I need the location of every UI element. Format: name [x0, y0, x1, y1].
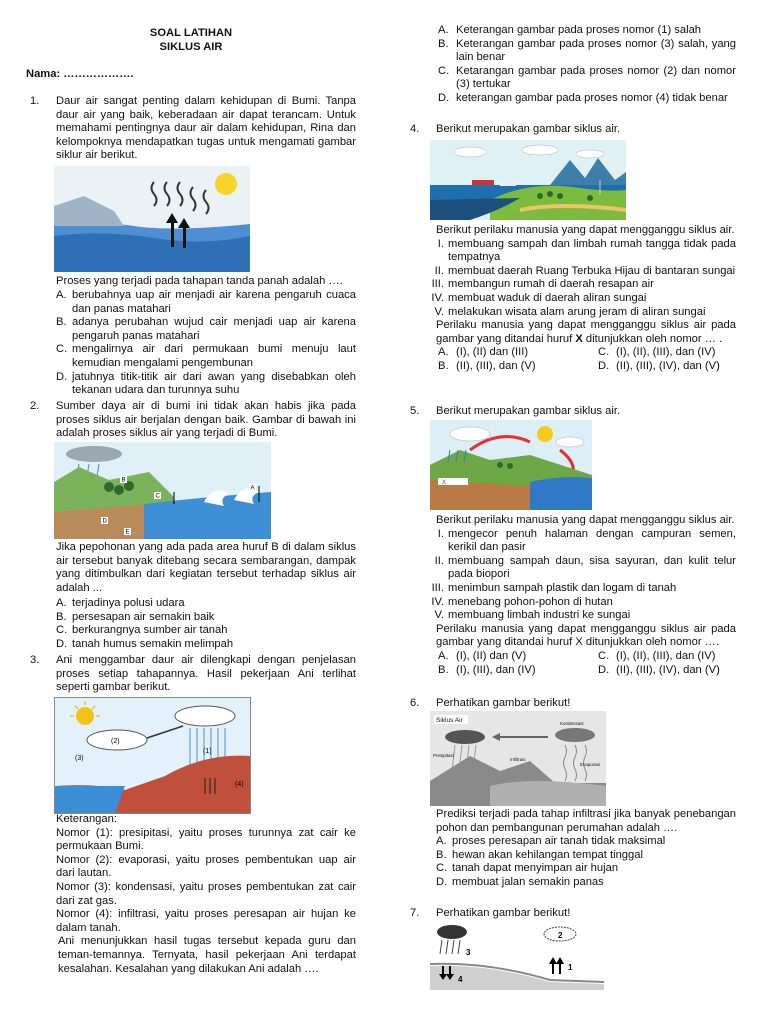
option-letter: B. — [436, 848, 447, 861]
option-a[interactable] — [436, 835, 736, 849]
option-letter: A. — [436, 835, 447, 848]
question-3-keterangan — [26, 813, 356, 976]
statement-iv — [430, 292, 736, 306]
option-text: (II), (III), dan (V) — [456, 359, 536, 372]
question-text: Perhatikan gambar berikut! — [436, 907, 571, 919]
question-number: 2. — [30, 400, 40, 412]
option-letter: C. — [56, 624, 68, 637]
roman-numeral: IV. — [431, 291, 444, 304]
option-text: Ketarangan gambar pada proses nomor (2) dan nomor (3) tertukar — [456, 64, 736, 91]
option-b[interactable] — [436, 360, 596, 374]
fig-label-3: (3) — [75, 755, 84, 762]
roman-numeral: I. — [437, 237, 444, 250]
question-text: Daur air sangat penting dalam kehidupan di Bumi. Tanpa daur air yang baik, keberadaan air dapat terancam. Untuk memahami pentingnya daur air dalam kehidupan, Rina dan kelompoknya mendapatkan tugas untuk mengamati gambar siklur air berikut. — [56, 95, 356, 162]
statement-v — [430, 306, 736, 320]
option-text: (I), (II) dan (III) — [456, 346, 529, 359]
question-2-options — [26, 597, 356, 651]
question-5-body — [406, 514, 736, 677]
option-letter: A. — [438, 24, 449, 36]
roman-numeral: IV. — [431, 595, 444, 608]
option-letter: A. — [438, 346, 449, 359]
fig-label-4: (4) — [235, 781, 244, 788]
option-text: terjadinya polusi udara — [72, 597, 185, 609]
keterangan-3: Nomor (3): kondensasi, yaitu proses pembentukan zat cair dari zat gas. — [56, 880, 356, 907]
option-b[interactable] — [436, 38, 736, 65]
question-prompt: Proses yang terjadi pada tahapan tanda panah adalah …. — [56, 275, 343, 287]
question-number: 6. — [410, 697, 420, 709]
question-1-prompt — [26, 275, 356, 289]
option-text: proses peresapan air tanah tidak maksimal — [452, 835, 666, 848]
fig-label-evaporasi: Evaporasi — [580, 762, 601, 767]
option-letter: C. — [436, 862, 448, 875]
option-b[interactable] — [436, 664, 596, 678]
statement-i — [430, 528, 736, 555]
figure-siklus-air-grey — [430, 711, 606, 806]
option-letter: B. — [56, 610, 67, 623]
option-b[interactable] — [56, 316, 356, 343]
option-text: Keterangan gambar pada proses nomor (3) salah, yang lain benar — [456, 37, 736, 64]
fig-label-c: C — [155, 493, 160, 500]
fig-label-presipitasi: Presipitasi — [433, 753, 454, 758]
prompt-post: ditunjukkan oleh nomor … . — [582, 332, 723, 345]
roman-numeral: III. — [431, 581, 444, 594]
option-text: berkurangnya sumber air tanah — [72, 624, 228, 637]
option-c[interactable] — [436, 862, 736, 876]
option-letter: D. — [438, 91, 450, 104]
statement-iii — [430, 582, 736, 596]
option-text: (I), (II), (III), dan (IV) — [616, 649, 716, 662]
question-intro: Berikut perilaku manusia yang dapat mengganggu siklus air. — [436, 514, 735, 526]
question-text: Berikut merupakan gambar siklus air. — [436, 405, 621, 417]
option-letter: D. — [598, 663, 610, 676]
roman-numeral: V. — [434, 609, 444, 622]
question-5 — [406, 405, 736, 419]
statement-text: membuang sampah daun, sisa sayuran, dan kulit telur pada biopori — [448, 554, 736, 581]
option-text: Keterangan gambar pada proses nomor (1) salah — [456, 24, 702, 36]
option-text: (I), (II), (III), dan (IV) — [616, 346, 716, 359]
option-text: (II), (III), (IV), dan (V) — [616, 663, 720, 676]
prompt-x: X — [575, 332, 583, 345]
option-d[interactable] — [436, 92, 736, 106]
question-4-body — [406, 224, 736, 374]
option-b[interactable] — [56, 611, 356, 625]
figure-water-cycle-abcde — [54, 442, 271, 539]
question-6 — [406, 697, 736, 711]
statement-text: membuang limbah industri ke sungai — [448, 609, 631, 622]
option-text: tanah dapat menyimpan air hujan — [452, 862, 619, 875]
option-letter: B. — [56, 316, 67, 329]
statement-text: membangun rumah di daerah resapan air — [448, 278, 654, 291]
statement-text: mengecor penuh halaman dengan campuran semen, kerikil dan pasir — [448, 527, 736, 554]
question-6-body — [406, 808, 736, 890]
option-c[interactable] — [596, 650, 746, 664]
option-letter: C. — [598, 649, 610, 662]
question-text: Sumber daya air di bumi ini tidak akan habis jika pada proses siklus air berjalan dengan baik. Gambar di bawah ini adalah proses siklus air yang terjadi di Bumi. — [56, 400, 356, 440]
statement-text: menebang pohon-pohon di hutan — [448, 595, 613, 608]
statement-i — [430, 238, 736, 265]
option-d[interactable] — [56, 638, 356, 652]
statement-text: membuat daerah Ruang Terbuka Hijau di bantaran sungai — [448, 264, 736, 277]
option-c[interactable] — [436, 65, 736, 92]
statement-iii — [430, 278, 736, 292]
keterangan-1: Nomor (1): presipitasi, yaitu proses turunnya zat cair ke permukaan Bumi. — [56, 826, 356, 853]
option-letter: D. — [436, 875, 448, 888]
question-number: 1. — [30, 95, 40, 107]
option-letter: C. — [438, 64, 450, 77]
fig-label-2: 2 — [558, 931, 563, 940]
statement-ii — [430, 555, 736, 582]
option-text: keterangan gambar pada proses nomor (4) tidak benar — [456, 91, 728, 104]
option-text: tanah humus semakin melimpah — [72, 637, 234, 650]
question-number: 7. — [410, 907, 420, 919]
roman-numeral: III. — [431, 278, 444, 291]
roman-numeral: II. — [434, 264, 444, 277]
option-letter: B. — [438, 359, 449, 372]
question-text: Perhatikan gambar berikut! — [436, 697, 571, 709]
fig-label-4: 4 — [458, 975, 463, 984]
figure-ani-drawing — [54, 697, 251, 814]
option-text: hewan akan kehilangan tempat tinggal — [452, 848, 643, 861]
question-3 — [26, 654, 356, 695]
question-4 — [406, 123, 736, 137]
keterangan-4: Nomor (4): infiltrasi, yaitu proses peresapan air hujan ke dalam tanah. — [56, 908, 356, 934]
option-letter: B. — [438, 37, 449, 50]
question-2 — [26, 400, 356, 441]
option-text: (II), (III), (IV), dan (V) — [616, 359, 720, 372]
question-1-options — [26, 289, 356, 398]
option-letter: D. — [56, 370, 68, 383]
figure-water-cycle-landscape — [430, 140, 626, 220]
option-letter: D. — [56, 637, 68, 650]
statement-text: membuang sampah dan limbah rumah tangga tidak pada tempatnya — [448, 237, 736, 264]
statement-text: membuat waduk di daerah aliran sungai — [448, 291, 647, 304]
question-number: 5. — [410, 405, 420, 417]
option-d[interactable] — [596, 664, 746, 678]
option-text: jatuhnya titik-titik air dari awan yang disebabkan oleh tekanan udara dan turunnya suhu — [72, 370, 356, 397]
option-text: berubahnya uap air menjadi air karena pengaruh cuaca dan panas matahari — [72, 289, 356, 315]
question-text: Berikut merupakan gambar siklus air. — [436, 123, 621, 135]
option-d[interactable] — [596, 360, 746, 374]
roman-numeral: V. — [434, 305, 444, 318]
option-letter: D. — [598, 359, 610, 372]
option-text: persesapan air semakin baik — [72, 610, 215, 623]
option-a[interactable] — [436, 346, 596, 360]
statement-v — [430, 609, 736, 623]
document-title — [26, 26, 356, 54]
statement-text: melakukan wisata alam arung jeram di aliran sungai — [448, 305, 706, 318]
option-d[interactable] — [56, 371, 356, 398]
roman-numeral: II. — [434, 554, 444, 567]
fig-label-e: E — [125, 529, 130, 536]
figure-evaporation — [54, 166, 250, 272]
question-intro: Berikut perilaku manusia yang dapat mengganggu siklus air. — [436, 224, 735, 236]
fig-label-1: (1) — [203, 748, 212, 755]
option-letter: A. — [438, 649, 449, 662]
question-prompt: Jika pepohonan yang ada pada area huruf B di dalam siklus air tersebut banyak ditebang secara sembarangan, dampak yang ditimbulkan dari kegiatan tersebut terhadap siklus air adalah ... — [56, 541, 356, 594]
question-prompt: Perilaku manusia yang dapat mengganggu siklus air pada gambar yang ditandai huruf X ditunjukkan oleh nomor …. — [436, 622, 736, 649]
question-number: 3. — [30, 654, 40, 666]
option-letter: B. — [438, 663, 449, 676]
fig-label-x: X — [442, 480, 447, 486]
fig-label-a: A — [250, 485, 255, 492]
title-line-1: SOAL LATIHAN — [149, 27, 233, 39]
option-a[interactable] — [56, 289, 356, 316]
question-prompt: Ani menunjukkan hasil tugas tersebut kepada guru dan teman-temannya. Ternyata, hasil pekerjaan Ani terdapat kesalahan. Kesalahan yang dilakukan Ani adalah …. — [58, 935, 356, 975]
keterangan-2: Nomor (2): evaporasi, yaitu proses pembentukan uap air dari lautan. — [56, 853, 356, 880]
option-c[interactable] — [56, 624, 356, 638]
figure-water-cycle-x — [430, 420, 592, 510]
prompt-pre: Perilaku manusia yang dapat mengganggu siklus air pada gambar yang ditandai huruf — [436, 319, 736, 345]
option-letter: C. — [598, 346, 610, 359]
option-d[interactable] — [436, 876, 736, 890]
fig-label-b: B — [121, 477, 126, 484]
option-a[interactable] — [56, 597, 356, 611]
figure-cycle-numbers — [430, 922, 604, 990]
keterangan-title: Keterangan: — [56, 813, 117, 825]
statement-text: menimbun sampah plastik dan logam di tanah — [448, 581, 677, 594]
name-field-label: Nama: ………………. — [26, 68, 134, 80]
fig-label-2: (2) — [111, 738, 120, 745]
option-text: (I), (II) dan (V) — [456, 649, 527, 662]
option-letter: A. — [56, 597, 67, 609]
option-text: mengalirnya air dari permukaan bumi menuju laut kemudian mengalami pengembunan — [72, 343, 356, 369]
option-text: (I), (III), dan (IV) — [456, 663, 536, 676]
fig-label-1: 1 — [568, 963, 573, 972]
statement-iv — [430, 596, 736, 610]
question-text: Ani menggambar daur air dilengkapi dengan penjelasan proses setiap tahapannya. Hasil pekerjaan Ani terlihat seperti gambar berikut. — [56, 654, 356, 694]
question-1 — [26, 95, 356, 163]
option-b[interactable] — [436, 849, 736, 863]
title-line-2: SIKLUS AIR — [159, 41, 223, 53]
option-letter: A. — [56, 289, 67, 301]
question-2-prompt — [26, 541, 356, 595]
option-a[interactable] — [436, 650, 596, 664]
question-3-options — [406, 24, 736, 106]
option-c[interactable] — [596, 346, 746, 360]
roman-numeral: I. — [437, 527, 444, 540]
option-text: adanya perubahan wujud cair menjadi uap air karena pengaruh panas matahari — [72, 316, 356, 342]
fig-label-infiltrasi: Infiltrasi — [510, 757, 526, 762]
question-7 — [406, 907, 736, 921]
question-prompt: Prediksi terjadi pada tahap infiltrasi jika banyak penebangan pohon dan pembangunan perumahan adalah …. — [436, 808, 736, 834]
option-text: membuat jalan semakin panas — [452, 875, 604, 888]
fig-label-kondensasi: Kondensasi — [560, 721, 584, 726]
fig-title: Siklus Air — [436, 717, 463, 724]
question-number: 4. — [410, 123, 420, 135]
statement-ii — [430, 265, 736, 279]
option-letter: C. — [56, 343, 68, 356]
fig-label-3: 3 — [466, 948, 471, 957]
fig-label-d: D — [102, 518, 107, 525]
option-a[interactable] — [436, 24, 736, 38]
question-prompt — [436, 319, 736, 346]
option-c[interactable] — [56, 343, 356, 370]
